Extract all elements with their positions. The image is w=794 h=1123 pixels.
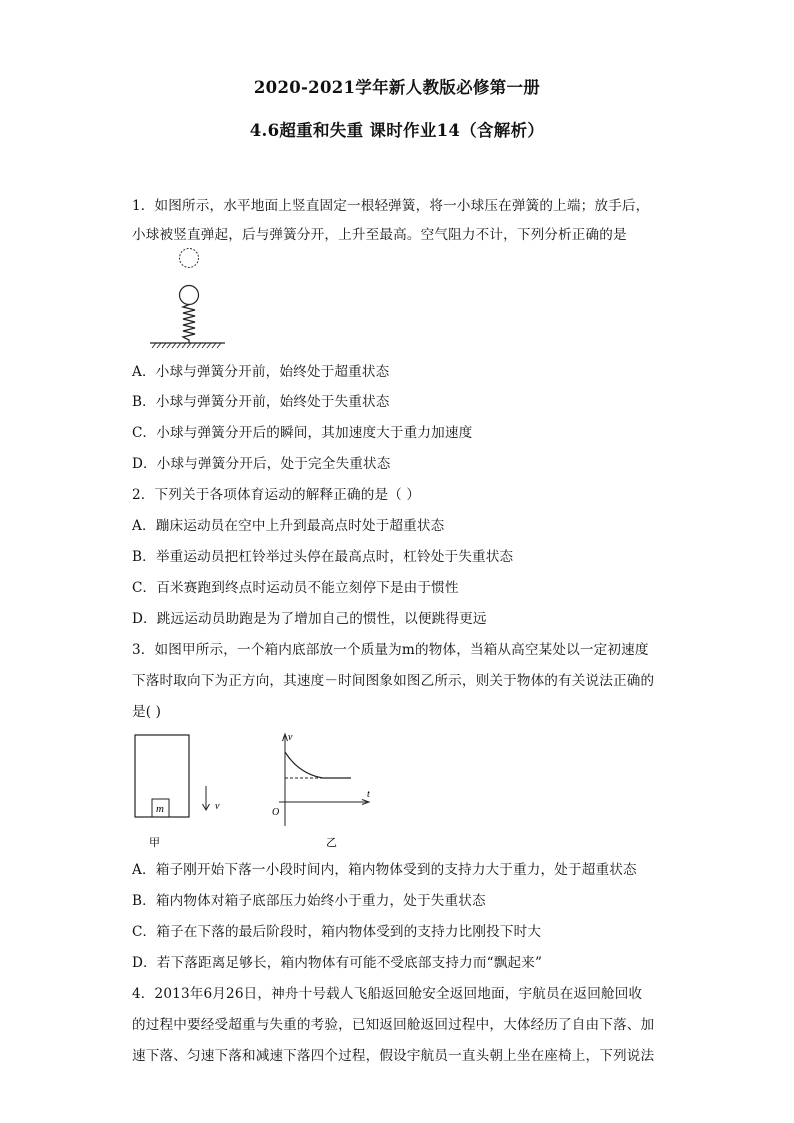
q4-line3: 速下落、匀速下落和减速下落四个过程，假设宇航员一直头朝上坐在座椅上，下列说法 xyxy=(132,1048,655,1064)
velocity-arrow-label: v xyxy=(215,801,220,812)
q3-option-a: A．箱子刚开始下落一小段时间内，箱内物体受到的支持力大于重力，处于超重状态 xyxy=(132,862,637,878)
caption-jia: 甲 xyxy=(149,836,160,849)
q1-stem-line1: 1．如图所示，水平地面上竖直固定一根轻弹簧，将一小球压在弹簧的上端；放手后， xyxy=(132,198,650,214)
figure-jia-box xyxy=(130,730,230,852)
q3-option-d: D．若下落距离足够长，箱内物体有可能不受底部支持力而“飘起来” xyxy=(132,955,543,971)
q2-option-c: C．百米赛跑到终点时运动员不能立刻停下是由于惯性 xyxy=(132,580,459,596)
velocity-curve xyxy=(285,752,351,778)
q1-stem-line2: 小球被竖直弹起，后与弹簧分开，上升至最高。空气阻力不计，下列分析正确的是 xyxy=(132,227,627,243)
q3-stem-line2: 下落时取向下为正方向，其速度－时间图象如图乙所示，则关于物体的有关说法正确的 xyxy=(132,673,655,689)
mass-label: m xyxy=(156,803,164,815)
q3-option-b: B．箱内物体对箱子底部压力始终小于重力，处于失重状态 xyxy=(132,893,486,909)
figure-yi-vt-graph xyxy=(265,730,375,852)
origin-label: O xyxy=(272,807,280,818)
q3-stem-line1: 3．如图甲所示，一个箱内底部放一个质量为m的物体，当箱从高空某处以一定初速度 xyxy=(132,642,649,658)
ball-compressed xyxy=(180,286,199,305)
ground-hatch xyxy=(152,343,221,348)
q1-option-d: D．小球与弹簧分开后，处于完全失重状态 xyxy=(132,456,391,472)
document-subtitle: 4.6超重和失重 课时作业14（含解析） xyxy=(249,121,545,140)
q4-line1: 4．2013年6月26日，神舟十号载人飞船返回舱安全返回地面，宇航员在返回舱回收 xyxy=(132,986,643,1002)
t-axis-label: t xyxy=(367,789,370,800)
q3-stem-line3: 是( ) xyxy=(132,704,162,720)
q2-option-b: B．举重运动员把杠铃举过头停在最高点时，杠铃处于失重状态 xyxy=(132,549,514,565)
q1-option-a: A．小球与弹簧分开前，始终处于超重状态 xyxy=(132,364,390,380)
document-title: 2020-2021学年新人教版必修第一册 xyxy=(253,78,541,97)
q1-option-c: C．小球与弹簧分开后的瞬间，其加速度大于重力加速度 xyxy=(132,425,473,441)
spring xyxy=(183,305,195,344)
q2-option-d: D．跳远运动员助跑是为了增加自己的惯性，以便跳得更远 xyxy=(132,611,487,627)
caption-yi: 乙 xyxy=(326,836,337,849)
q2-option-a: A．蹦床运动员在空中上升到最高点时处于超重状态 xyxy=(132,518,445,534)
spring-ball-figure xyxy=(140,244,230,352)
q2-stem: 2．下列关于各项体育运动的解释正确的是（ ） xyxy=(132,487,421,503)
v-axis-label: v xyxy=(288,732,293,743)
q4-line2: 的过程中要经受超重与失重的考验，已知返回舱返回过程中，大体经历了自由下落、加 xyxy=(132,1017,655,1033)
q1-option-b: B．小球与弹簧分开前，始终处于失重状态 xyxy=(132,394,390,410)
ball-released-outline xyxy=(180,249,199,268)
q3-option-c: C．箱子在下落的最后阶段时，箱内物体受到的支持力比刚投下时大 xyxy=(132,924,542,940)
